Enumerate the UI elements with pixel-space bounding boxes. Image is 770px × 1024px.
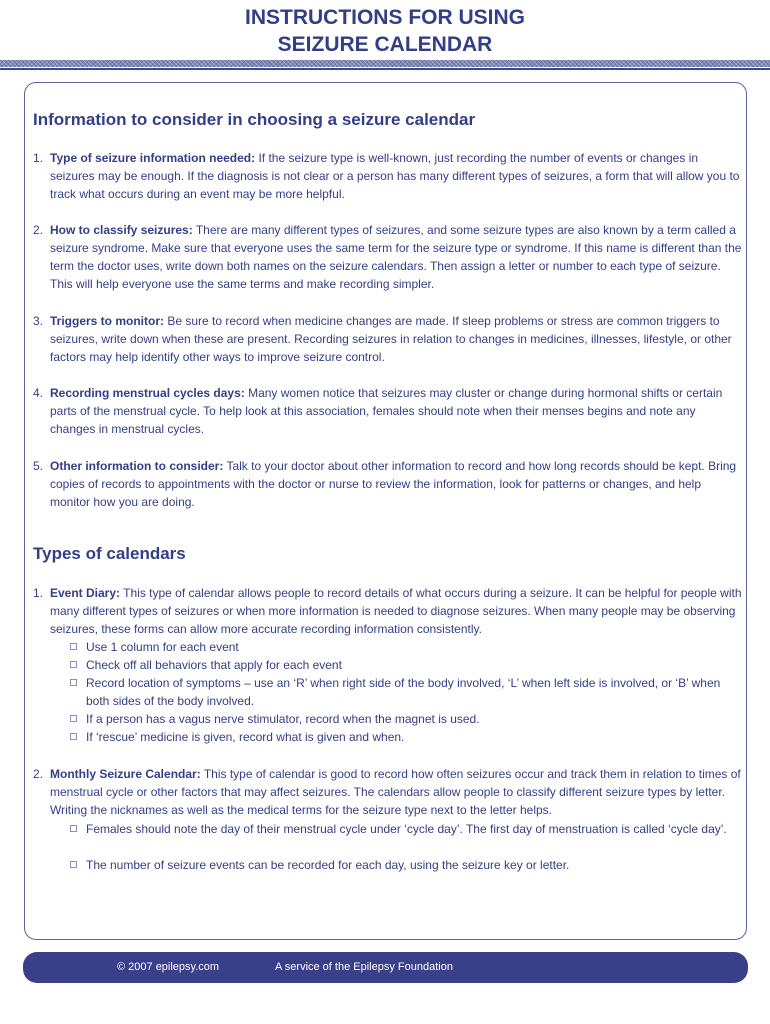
checkbox-bullet: Females should note the day of their menstrual cycle under ‘cycle day’. The first day of menstruation is called ‘cycle day’. bbox=[70, 820, 735, 838]
list-item bbox=[33, 584, 743, 638]
footer-copyright: © 2007 epilepsy.com bbox=[117, 961, 220, 973]
item-text: Be sure to record when medicine changes are made. If sleep problems or stress are common triggers to seizures, write down when these are present. Recording seizures in relation to changes in medicines, illnesses, lifestyle, or other factors may help identify other ways to improve seizure control. bbox=[50, 314, 732, 364]
list-item bbox=[33, 384, 743, 438]
title-line-1: INSTRUCTIONS FOR USING bbox=[244, 6, 525, 29]
item-number: 5. bbox=[33, 459, 44, 473]
item-label: Triggers to monitor: bbox=[50, 314, 164, 328]
checkbox-icon bbox=[70, 661, 77, 668]
list-item bbox=[33, 312, 743, 366]
checkbox-bullet: Check off all behaviors that apply for each event bbox=[70, 656, 735, 674]
item-label: Type of seizure information needed: bbox=[50, 151, 256, 165]
item-number: 2. bbox=[33, 767, 44, 781]
header-pattern-band bbox=[0, 60, 770, 67]
item-label: Other information to consider: bbox=[50, 459, 224, 473]
item-number: 1. bbox=[33, 586, 44, 600]
footer-service: A service of the Epilepsy Foundation bbox=[275, 961, 453, 973]
list-item bbox=[33, 149, 743, 203]
item-text: There are many different types of seizures, and some seizure types are also known by a term called a seizure syndrome. Make sure that everyone uses the same term for the seizure type or syndrome. If this name is different than the term the doctor uses, write down both names on the seizure calendars. Then assign a letter or number to each type of seizure. This will help everyone use the same terms and make recording simpler. bbox=[50, 223, 742, 291]
list-item bbox=[33, 221, 743, 293]
list-item bbox=[33, 457, 743, 511]
checkbox-icon bbox=[70, 825, 77, 832]
checkbox-icon bbox=[70, 715, 77, 722]
footer-bar bbox=[23, 952, 748, 983]
checkbox-bullet: Use 1 column for each event bbox=[70, 638, 735, 656]
item-label: Monthly Seizure Calendar: bbox=[50, 767, 201, 781]
checkbox-bullet: If a person has a vagus nerve stimulator, record when the magnet is used. bbox=[70, 710, 735, 728]
checkbox-bullet: Record location of symptoms – use an ‘R’ when right side of the body involved, ‘L’ when left side is involved, or ‘B’ when both sides of the body involved. bbox=[70, 674, 735, 710]
checkbox-icon bbox=[70, 679, 77, 686]
item-label: Event Diary: bbox=[50, 586, 121, 600]
item-text: Talk to your doctor about other information to record and how long records should be kept. Bring copies of records to appointments with the doctor or nurse to review the information, look for patterns or changes, and help monitor how you are doing. bbox=[50, 459, 737, 509]
section-heading-calendar-types: Types of calendars bbox=[33, 544, 186, 563]
item-text: If the seizure type is well-known, just recording the number of events or changes in seizures may be enough. If the diagnosis is not clear or a person has many different types of seizures, a form that will allow you to track what occurs during an event may be more helpful. bbox=[50, 151, 740, 201]
checkbox-icon bbox=[70, 861, 77, 868]
item-number: 1. bbox=[33, 151, 44, 165]
checkbox-bullet: If ‘rescue’ medicine is given, record what is given and when. bbox=[70, 728, 735, 746]
item-number: 3. bbox=[33, 314, 44, 328]
item-text: This type of calendar allows people to record details of what occurs during a seizure. It can be helpful for people with many different types of seizures or when more information is needed to diagnose seizures. When many people may be observing seizures, these forms can allow more accurate recording information consistently. bbox=[50, 586, 742, 636]
item-text: Many women notice that seizures may cluster or change during hormonal shifts or certain parts of the menstrual cycle. To help look at this association, females should note when their menses begins and note any changes in menstrual cycles. bbox=[50, 386, 723, 436]
item-number: 2. bbox=[33, 223, 44, 237]
item-label: Recording menstrual cycles days: bbox=[50, 386, 245, 400]
title-line-2: SEIZURE CALENDAR bbox=[277, 33, 493, 56]
list-item bbox=[33, 765, 743, 819]
checkbox-bullet: The number of seizure events can be recorded for each day, using the seizure key or letter. bbox=[70, 856, 735, 874]
page-title bbox=[0, 4, 770, 58]
checkbox-icon bbox=[70, 733, 77, 740]
item-text: This type of calendar is good to record how often seizures occur and track them in relation to times of menstrual cycle or other factors that may affect seizures. The calendars allow people to classify different seizure types by letter. Writing the nicknames as well as the medical terms for the seizure type next to the letter helps. bbox=[50, 767, 741, 817]
checkbox-icon bbox=[70, 643, 77, 650]
section-heading-considerations: Information to consider in choosing a seizure calendar bbox=[33, 110, 476, 129]
header-rule bbox=[0, 68, 770, 70]
item-number: 4. bbox=[33, 386, 44, 400]
item-label: How to classify seizures: bbox=[50, 223, 193, 237]
